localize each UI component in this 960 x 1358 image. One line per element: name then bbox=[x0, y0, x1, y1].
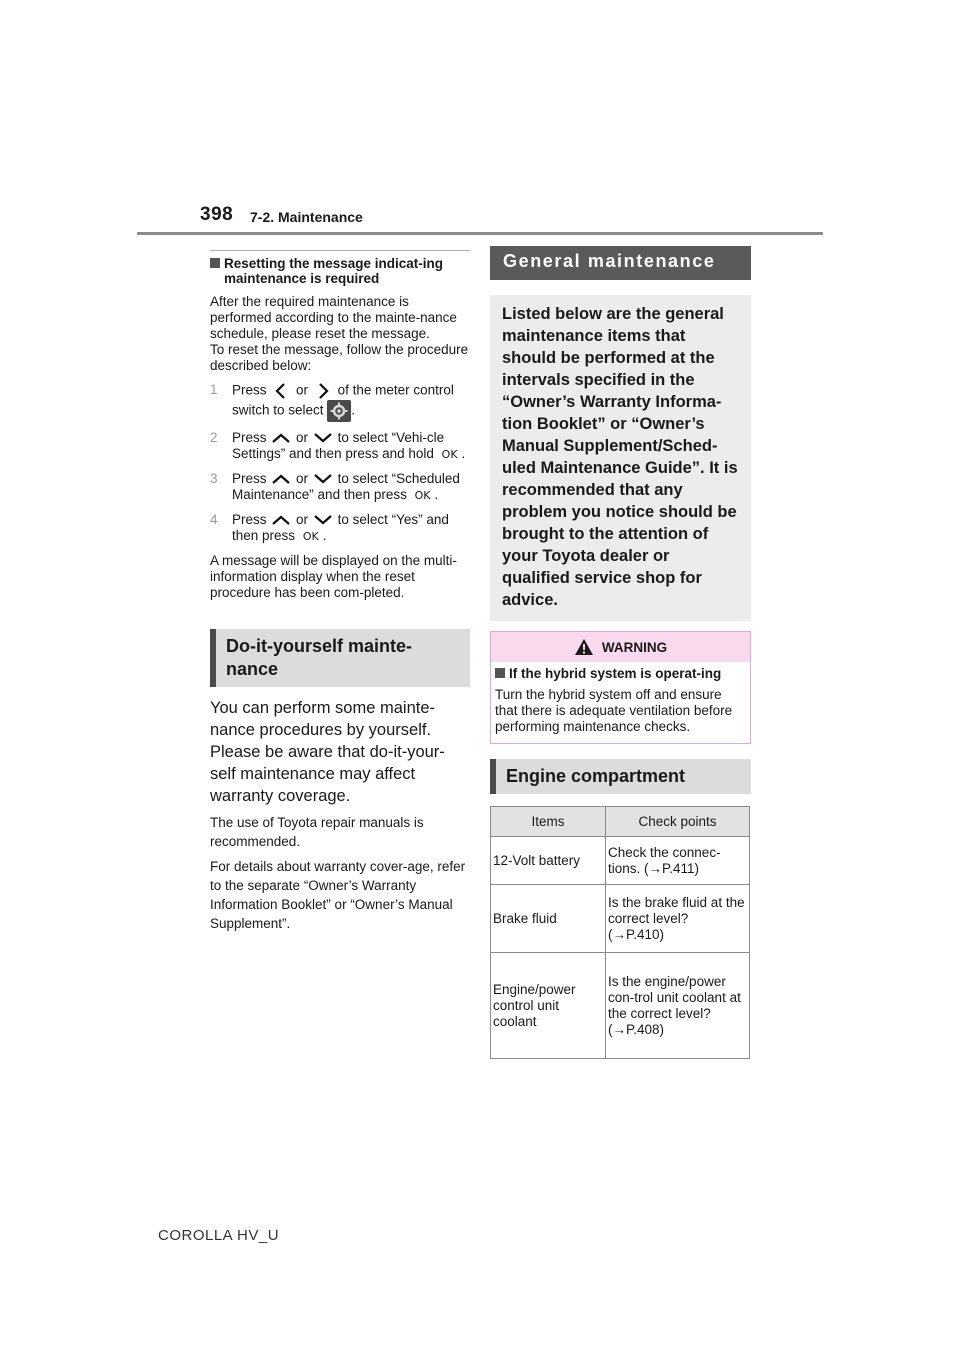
page-number: 398 bbox=[200, 204, 234, 225]
reset-heading: Resetting the message indicat-ing maintenance is required bbox=[210, 256, 470, 286]
chevron-right-icon bbox=[312, 382, 334, 400]
warning-header: WARNING bbox=[491, 632, 750, 662]
footer-model: COROLLA HV_U bbox=[158, 1227, 280, 1244]
page-header bbox=[200, 204, 820, 234]
chevron-up-icon bbox=[270, 472, 292, 486]
table-cell-check: Check the connec-tions. (→P.411) bbox=[606, 837, 750, 885]
diy-note-1: The use of Toyota repair manuals is recommended. bbox=[210, 815, 424, 849]
settings-gear-icon bbox=[327, 400, 351, 422]
header-rule bbox=[137, 232, 823, 235]
ok-button-icon: OK bbox=[441, 448, 458, 461]
warning-heading: If the hybrid system is operat-ing bbox=[495, 666, 746, 681]
left-column bbox=[210, 250, 470, 933]
warning-box bbox=[490, 631, 751, 744]
column-header: Check points bbox=[606, 807, 750, 837]
step-2: 2 Press or to select “Vehi-cle Settings” and then press and hold OK . bbox=[210, 430, 466, 461]
step-1: 1 Press or of the meter control switch to select . bbox=[210, 382, 470, 422]
square-bullet-icon bbox=[495, 668, 505, 678]
divider bbox=[210, 250, 470, 251]
ok-button-icon: OK bbox=[302, 530, 319, 543]
chevron-up-icon bbox=[270, 513, 292, 527]
column-header: Items bbox=[491, 807, 606, 837]
step-4: 4 Press or to select “Yes” and then press OK . bbox=[210, 512, 449, 543]
table-row bbox=[491, 837, 750, 885]
ok-button-icon: OK bbox=[414, 489, 431, 502]
chevron-left-icon bbox=[270, 382, 292, 400]
table-row bbox=[491, 953, 750, 1059]
reset-note: A message will be displayed on the multi-information display when the reset procedure has been com-pleted. bbox=[210, 553, 457, 600]
engine-compartment-heading: Engine compartment bbox=[490, 759, 751, 794]
right-column bbox=[490, 246, 751, 1059]
diy-heading: Do-it-yourself mainte-nance bbox=[210, 629, 470, 687]
general-maintenance-text: Listed below are the general maintenance items that should be performed at the intervals specified in the “Owner’s Warranty Informa-tion Booklet” or “Owner’s Manual Supplement/Sched-uled Maintenance Guide”. It is recommended that any problem you notice should be brought to the attention of your Toyota dealer or qualified service shop for advice. bbox=[490, 295, 751, 621]
table-cell-item: 12-Volt battery bbox=[491, 837, 606, 885]
chevron-down-icon bbox=[312, 513, 334, 527]
engine-compartment-table bbox=[490, 806, 750, 1059]
section-title: 7-2. Maintenance bbox=[250, 209, 363, 225]
table-header-row bbox=[491, 807, 750, 837]
table-cell-check: Is the engine/power con-trol unit coolant at the correct level? (→P.408) bbox=[606, 953, 750, 1059]
table-cell-item: Brake fluid bbox=[491, 885, 606, 953]
chevron-up-icon bbox=[270, 431, 292, 445]
chevron-down-icon bbox=[312, 431, 334, 445]
chevron-down-icon bbox=[312, 472, 334, 486]
table-row bbox=[491, 885, 750, 953]
warning-triangle-icon bbox=[574, 638, 594, 656]
table-cell-check: Is the brake fluid at the correct level? (→P.410) bbox=[606, 885, 750, 953]
reset-intro-2: To reset the message, follow the procedure described below: bbox=[210, 342, 469, 373]
general-maintenance-heading: General maintenance bbox=[490, 246, 751, 280]
reset-intro: After the required maintenance is performed according to the mainte-nance schedule, please reset the message. bbox=[210, 294, 457, 341]
table-cell-item: Engine/power control unit coolant bbox=[491, 953, 606, 1059]
warning-text: Turn the hybrid system off and ensure that there is adequate ventilation before performing maintenance checks. bbox=[495, 687, 733, 734]
step-3: 3 Press or to select “Scheduled Maintenance” and then press OK . bbox=[210, 471, 460, 502]
diy-text: You can perform some mainte-nance procedures by yourself. Please be aware that do-it-your-self maintenance may affect warranty coverage. bbox=[210, 699, 445, 805]
diy-note-2: For details about warranty cover-age, refer to the separate “Owner’s Warranty Information Booklet” or “Owner’s Manual Supplement”. bbox=[210, 859, 466, 931]
square-bullet-icon bbox=[210, 258, 220, 268]
